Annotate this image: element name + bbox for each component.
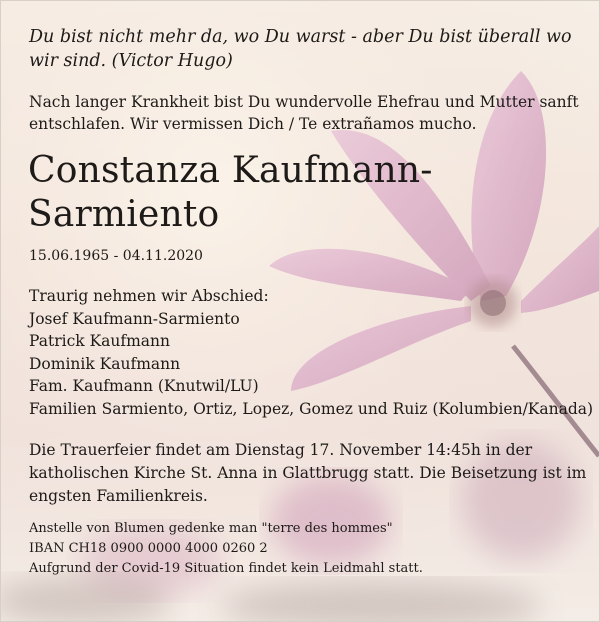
- mourner-name: Josef Kaufmann-Sarmiento: [29, 309, 240, 328]
- name-line-1: Constanza Kaufmann-: [28, 150, 433, 191]
- deceased-name: [28, 149, 588, 237]
- additional-notes: [29, 519, 589, 579]
- obituary-text: [1, 1, 599, 621]
- mourner-name: Patrick Kaufmann: [29, 332, 171, 350]
- intro-text: Nach langer Krankheit bist Du wundervolle Ehefrau und Mutter sanft entschlafen. Wir vermissen Dich / Te extrañamos mucho.: [29, 93, 579, 133]
- mourner-name: Fam. Kaufmann (Knutwil/LU): [29, 377, 259, 395]
- funeral-details: Die Trauerfeier findet am Dienstag 17. November 14:45h in der katholischen Kirche St. Anna in Glattbrugg statt. Die Beisetzung ist im engsten Familienkreis.: [29, 441, 587, 505]
- iban-note: IBAN CH18 0900 0000 4000 0260 2: [29, 541, 268, 556]
- covid-note: Aufgrund der Covid-19 Situation findet kein Leidmahl statt.: [29, 561, 423, 576]
- name-line-2: Sarmiento: [28, 194, 220, 235]
- mourner-name: Familien Sarmiento, Ortiz, Lopez, Gomez und Ruiz (Kolumbien/Kanada): [29, 399, 594, 418]
- mourners-list: [29, 285, 594, 420]
- mourner-name: Dominik Kaufmann: [29, 354, 181, 373]
- life-dates: 15.06.1965 - 04.11.2020: [29, 248, 203, 264]
- donation-note: Anstelle von Blumen gedenke man "terre des hommes": [29, 521, 393, 536]
- mourners-heading: Traurig nehmen wir Abschied:: [29, 287, 269, 305]
- memorial-quote: Du bist nicht mehr da, wo Du warst - aber Du bist überall wo wir sind. (Victor Hugo): [29, 27, 572, 71]
